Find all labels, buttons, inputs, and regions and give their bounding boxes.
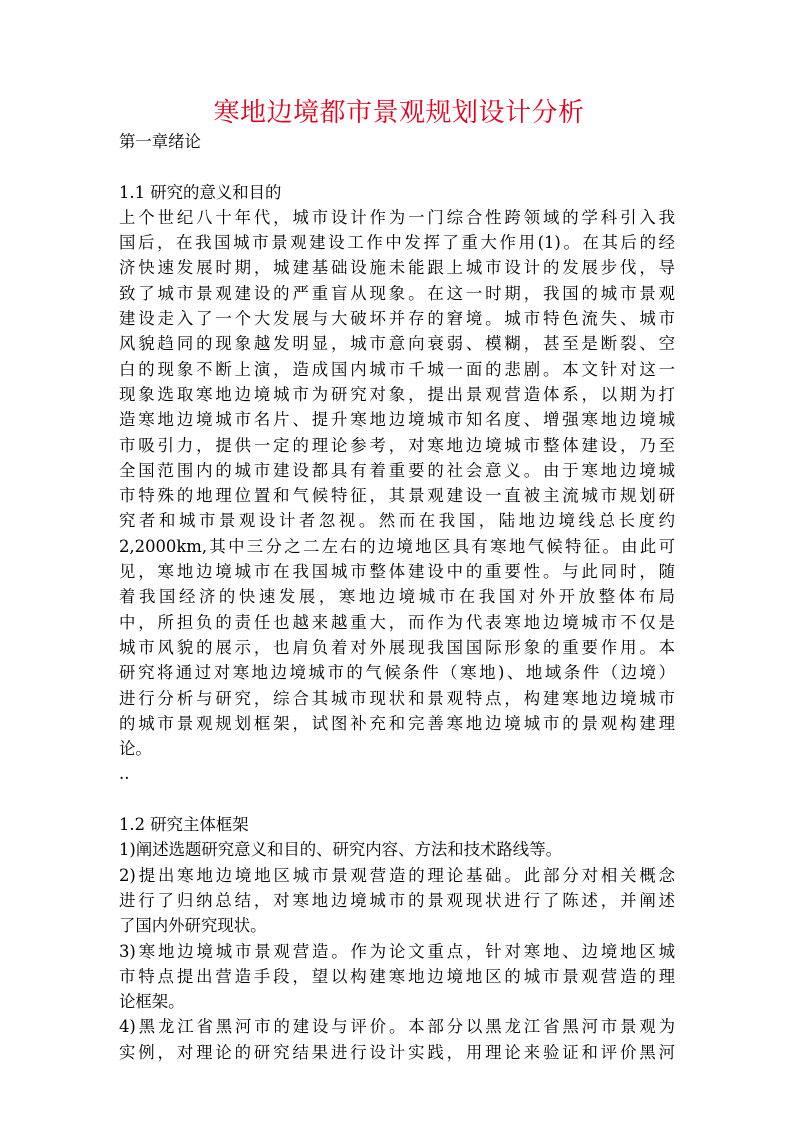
paragraph-line: 风貌趋同的现象越发明显，城市意向衰弱、模糊，甚至是断裂、空 — [119, 334, 675, 354]
paragraph-line: 中，所担负的责任也越来越重大，而作为代表寒地边境城市不仅是 — [119, 612, 675, 632]
list-line: 1)阐述选题研究意义和目的、研究内容、方法和技术路线等。 — [119, 840, 562, 860]
paragraph-line: 济快速发展时期，城建基础设施未能跟上城市设计的发展步伐，导 — [119, 258, 675, 278]
blank-line — [119, 787, 675, 812]
paragraph-line: 国后，在我国城市景观建设工作中发挥了重大作用(1)。在其后的经 — [119, 233, 675, 253]
paragraph-line: 市特殊的地理位置和气候特征，其景观建设一直被主流城市规划研 — [119, 486, 675, 506]
paragraph-line: 城市风貌的展示，也肩负着对外展现我国国际形象的重要作用。本 — [119, 637, 675, 657]
paragraph-line: 现象选取寒地边境城市为研究对象，提出景观营造体系，以期为打 — [119, 384, 675, 404]
document-title: 寒地边境都市景观规划设计分析 — [213, 98, 585, 128]
section-heading: 1.2 研究主体框架 — [119, 815, 249, 835]
paragraph-line: 建设走入了一个大发展与大破坏并存的窘境。城市特色流失、城市 — [119, 309, 675, 329]
paragraph-line: 市吸引力，提供一定的理论参考，对寒地边境城市整体建设，乃至 — [119, 435, 675, 455]
paragraph-line: 的城市景观规划框架，试图补充和完善寒地边境城市的景观构建理 — [119, 713, 675, 733]
paragraph-line: 论。 — [119, 739, 152, 759]
section-1-paragraph — [119, 205, 675, 787]
paragraph-line: 见，寒地边境城市在我国城市整体建设中的重要性。与此同时，随 — [119, 562, 675, 582]
list-line: 3)寒地边境城市景观营造。作为论文重点，针对寒地、边境地区城 — [119, 941, 675, 961]
list-line: 市特点提出营造手段，望以构建寒地边境地区的城市景观营造的理 — [119, 966, 675, 986]
paragraph-line: 上个世纪八十年代，城市设计作为一门综合性跨领域的学科引入我 — [119, 207, 675, 227]
paragraph-line: 研究将通过对寒地边境城市的气候条件（寒地)、地域条件（边境） — [119, 663, 675, 683]
list-line: 进行了归纳总结，对寒地边境城市的景观现状进行了陈述，并阐述 — [119, 890, 675, 910]
document-body — [119, 129, 675, 1065]
paragraph-line: 白的现象不断上演，造成国内城市千城一面的悲剧。本文针对这一 — [119, 359, 675, 379]
paragraph-line: 进行分析与研究，综合其城市现状和景观特点，构建寒地边境城市 — [119, 688, 675, 708]
list-line: 论框架。 — [119, 992, 185, 1012]
chapter-heading: 第一章绪论 — [119, 132, 201, 151]
section-2-list — [119, 837, 675, 1065]
list-line: 2)提出寒地边境地区城市景观营造的理论基础。此部分对相关概念 — [119, 865, 675, 885]
list-line: 实例，对理论的研究结果进行设计实践，用理论来验证和评价黑河 — [119, 1042, 675, 1062]
paragraph-line: 2,2000km,其中三分之二左右的边境地区具有寒地气候特征。由此可 — [119, 536, 675, 556]
section-heading: 1.1 研究的意义和目的 — [119, 182, 282, 202]
paragraph-line: 造寒地边境城市名片、提升寒地边境城市知名度、增强寒地边境城 — [119, 410, 675, 430]
trailing-dots: .. — [119, 764, 130, 784]
blank-line — [119, 154, 675, 179]
list-line: 了国内外研究现状。 — [119, 916, 267, 936]
paragraph-line: 全国范围内的城市建设都具有着重要的社会意义。由于寒地边境城 — [119, 460, 675, 480]
paragraph-line: 致了城市景观建设的严重盲从现象。在这一时期，我国的城市景观 — [119, 283, 675, 303]
paragraph-line: 究者和城市景观设计者忽视。然而在我国，陆地边境线总长度约 — [119, 511, 675, 531]
paragraph-line: 着我国经济的快速发展，寒地边境城市在我国对外开放整体布局 — [119, 587, 675, 607]
list-line: 4)黑龙江省黑河市的建设与评价。本部分以黑龙江省黑河市景观为 — [119, 1017, 675, 1037]
